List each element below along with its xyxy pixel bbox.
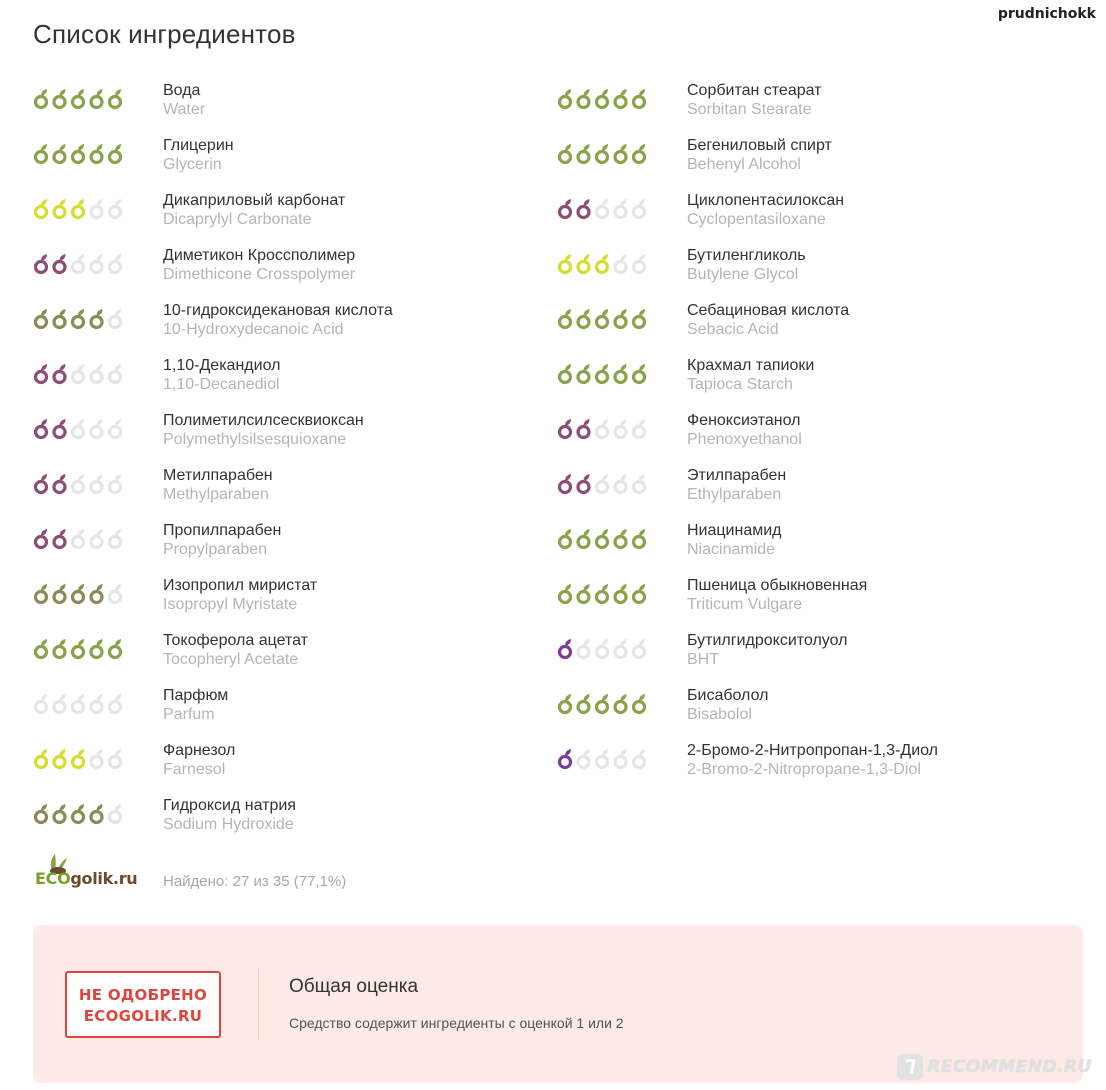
ingredient-name-en: Behenyl Alcohol [687, 156, 801, 173]
rating-drop-icon [597, 639, 609, 658]
ingredient-name-ru[interactable]: Изопропил миристат [163, 577, 318, 594]
rating-drop-icon [597, 89, 609, 108]
ingredient-name-en: Triticum Vulgare [687, 596, 803, 613]
rating-drop-icon [36, 364, 48, 383]
rating-drop-icon [36, 529, 48, 548]
rating-drop-icon [91, 89, 103, 108]
ingredient-name-en: Dicaprylyl Carbonate [163, 211, 312, 228]
ingredient-row[interactable] [33, 191, 503, 246]
rating-drop-icon [73, 144, 85, 163]
rating-drop-icon [560, 364, 572, 383]
ingredient-name-ru[interactable]: Себациновая кислота [687, 302, 850, 319]
rating-drop-icon [578, 694, 590, 713]
rating-drop-icon [634, 749, 646, 768]
rating-drop-icon [73, 474, 85, 493]
ingredient-name-en: Ethylparaben [687, 486, 782, 503]
found-summary-row [33, 852, 533, 892]
ingredient-row[interactable] [33, 686, 503, 741]
rating-drop-icon [36, 309, 48, 328]
ingredient-row[interactable] [557, 521, 1077, 576]
overall-rating-description: Средство содержит ингредиенты с оценкой 1 или 2 [289, 1015, 624, 1031]
rating-drop-icon [597, 254, 609, 273]
rating-drop-icon [597, 199, 609, 218]
ingredient-names [687, 576, 867, 614]
recommend-logo-icon [897, 1054, 923, 1080]
rating-drop-icon [54, 584, 66, 603]
username-watermark: prudnichokk [997, 6, 1096, 22]
rating-drop-icon [578, 529, 590, 548]
rating-drop-icon [615, 419, 627, 438]
ingredient-name-ru[interactable]: Пропилпарабен [163, 522, 282, 539]
rating-drop-icon [91, 309, 103, 328]
ingredient-name-en: Cyclopentasiloxane [687, 211, 826, 228]
rating-drop-icon [597, 144, 609, 163]
rating-drop-icon [54, 364, 66, 383]
ingredient-names [687, 686, 768, 724]
rating-drop-icon [560, 89, 572, 108]
rating-drop-icon [36, 584, 48, 603]
ingredient-name-ru[interactable]: Метилпарабен [163, 467, 273, 484]
ingredient-name-en: Parfum [163, 706, 215, 723]
ingredient-name-ru[interactable]: Циклопентасилоксан [687, 192, 845, 209]
rating-drop-icon [110, 89, 122, 108]
rating-drop-icon [54, 254, 66, 273]
rating-drop-icon [110, 804, 122, 823]
ingredient-row[interactable] [557, 631, 1077, 686]
rating-drop-icon [91, 364, 103, 383]
ingredient-names [163, 301, 393, 339]
overall-rating-title: Общая оценка [289, 976, 419, 997]
ingredient-row[interactable] [557, 136, 1077, 191]
ingredient-names [163, 356, 280, 394]
ingredient-names [163, 796, 296, 834]
ingredient-names [163, 631, 308, 669]
rating-drop-icon [560, 749, 572, 768]
rating-drop-icon [597, 309, 609, 328]
ingredient-names [687, 246, 806, 284]
ingredient-rating [33, 87, 125, 111]
ingredient-rating [557, 637, 649, 661]
ecogolik-logo[interactable] [33, 852, 145, 892]
rating-drop-icon [578, 749, 590, 768]
ingredient-name-ru[interactable]: 10-гидроксидекановая кислота [163, 302, 393, 319]
ingredient-name-en: Tocopheryl Acetate [163, 651, 299, 668]
rating-drop-icon [634, 639, 646, 658]
rating-drop-icon [634, 584, 646, 603]
ingredient-names [687, 301, 849, 339]
rating-drop-icon [54, 529, 66, 548]
ingredient-name-en: 1,10-Decanediol [163, 376, 280, 393]
ingredient-names [687, 191, 844, 229]
ingredient-name-ru[interactable]: Глицерин [163, 137, 234, 154]
rating-drop-icon [73, 804, 85, 823]
rating-drop-icon [36, 144, 48, 163]
ingredient-name-en: 2-Bromo-2-Nitropropane-1,3-Diol [687, 761, 921, 778]
ingredient-row[interactable] [33, 466, 503, 521]
ingredient-row[interactable] [33, 136, 503, 191]
ingredient-name-ru[interactable]: Феноксиэтанол [687, 412, 801, 429]
rating-drop-icon [54, 804, 66, 823]
rating-drop-icon [54, 144, 66, 163]
rating-drop-icon [597, 419, 609, 438]
ingredient-rating [33, 142, 125, 166]
ingredient-row[interactable] [557, 686, 1077, 741]
ingredient-row[interactable] [557, 81, 1077, 136]
rating-drop-icon [615, 309, 627, 328]
ingredient-names [687, 356, 814, 394]
rating-drop-icon [54, 639, 66, 658]
rating-drop-icon [578, 144, 590, 163]
ingredient-name-en: Isopropyl Myristate [163, 596, 298, 613]
ingredient-name-ru[interactable]: 2-Бромо-2-Нитропропан-1,3-Диол [687, 742, 939, 759]
rating-drop-icon [73, 419, 85, 438]
ingredient-name-en: Propylparaben [163, 541, 268, 558]
ingredient-name-ru[interactable]: Бутиленгликоль [687, 247, 806, 264]
ingredient-rating [557, 87, 649, 111]
ingredient-row[interactable] [33, 81, 503, 136]
ingredient-rating [33, 307, 125, 331]
rating-drop-icon [615, 89, 627, 108]
ingredient-names [163, 246, 355, 284]
rating-drop-icon [110, 144, 122, 163]
not-approved-stamp [65, 971, 221, 1038]
rating-drop-icon [560, 309, 572, 328]
ingredient-row[interactable] [33, 576, 503, 631]
ingredient-rating [557, 472, 649, 496]
ingredient-rating [33, 197, 125, 221]
recommend-watermark-text: RECOMMEND.RU [927, 1057, 1092, 1077]
rating-drop-icon [634, 89, 646, 108]
ingredient-names [687, 631, 848, 669]
ingredient-row[interactable] [33, 411, 503, 466]
rating-drop-icon [110, 639, 122, 658]
ingredients-column-left [33, 81, 503, 851]
ingredient-name-ru[interactable]: Бисаболол [687, 687, 769, 704]
rating-drop-icon [634, 199, 646, 218]
rating-drop-icon [634, 309, 646, 328]
rating-drop-icon [110, 309, 122, 328]
ingredient-row[interactable] [33, 301, 503, 356]
ingredient-name-en: Sorbitan Stearate [687, 101, 812, 118]
ingredient-rating [33, 472, 125, 496]
rating-drop-icon [578, 639, 590, 658]
rating-drop-icon [615, 144, 627, 163]
ingredient-rating [557, 747, 649, 771]
ingredient-names [163, 411, 364, 449]
found-count-text: Найдено: 27 из 35 (77,1%) [163, 873, 347, 890]
ingredient-rating [557, 582, 649, 606]
ingredient-names [163, 686, 228, 724]
rating-drop-icon [36, 694, 48, 713]
rating-drop-icon [91, 584, 103, 603]
rating-drop-icon [73, 639, 85, 658]
ingredient-row[interactable] [557, 191, 1077, 246]
rating-drop-icon [54, 749, 66, 768]
rating-drop-icon [36, 804, 48, 823]
rating-drop-icon [110, 694, 122, 713]
ingredient-name-en: Polymethylsilsesquioxane [163, 431, 347, 448]
rating-drop-icon [634, 529, 646, 548]
ingredient-name-ru[interactable]: Гидроксид натрия [163, 797, 296, 814]
rating-drop-icon [36, 749, 48, 768]
ingredient-names [687, 136, 832, 174]
ingredient-row[interactable] [557, 411, 1077, 466]
rating-drop-icon [91, 639, 103, 658]
rating-drop-icon [578, 89, 590, 108]
ingredient-rating [33, 417, 125, 441]
rating-drop-icon [560, 694, 572, 713]
rating-drop-icon [110, 529, 122, 548]
rating-drop-icon [634, 474, 646, 493]
ingredient-name-ru[interactable]: Дикаприловый карбонат [163, 192, 346, 209]
rating-drop-icon [615, 694, 627, 713]
rating-drop-icon [91, 144, 103, 163]
rating-drop-icon [634, 694, 646, 713]
ingredient-row[interactable] [33, 521, 503, 576]
rating-drop-icon [54, 309, 66, 328]
rating-drop-icon [578, 309, 590, 328]
rating-drop-icon [36, 199, 48, 218]
ingredient-rating [33, 747, 125, 771]
rating-drop-icon [36, 89, 48, 108]
rating-drop-icon [91, 419, 103, 438]
ingredient-row[interactable] [33, 741, 503, 796]
ingredient-name-en: BHT [687, 651, 719, 668]
rating-drop-icon [634, 254, 646, 273]
ingredient-rating [557, 692, 649, 716]
rating-drop-icon [615, 584, 627, 603]
rating-drop-icon [615, 254, 627, 273]
ingredient-name-ru[interactable]: Ниацинамид [687, 522, 782, 539]
ingredient-name-en: Bisabolol [687, 706, 752, 723]
ingredient-name-en: Glycerin [163, 156, 222, 173]
ingredient-name-en: 10-Hydroxydecanoic Acid [163, 321, 344, 338]
rating-drop-icon [560, 254, 572, 273]
rating-drop-icon [578, 199, 590, 218]
rating-drop-icon [110, 749, 122, 768]
rating-drop-icon [73, 584, 85, 603]
rating-drop-icon [110, 254, 122, 273]
rating-drop-icon [560, 144, 572, 163]
ingredient-rating [557, 362, 649, 386]
recommend-watermark [897, 1054, 1092, 1080]
ingredient-name-ru[interactable]: Вода [163, 82, 201, 99]
rating-drop-icon [597, 584, 609, 603]
ingredient-rating [33, 582, 125, 606]
rating-drop-icon [54, 419, 66, 438]
ingredient-rating [557, 527, 649, 551]
rating-drop-icon [91, 474, 103, 493]
rating-drop-icon [578, 419, 590, 438]
summary-divider [258, 967, 259, 1041]
ingredient-rating [557, 197, 649, 221]
rating-drop-icon [560, 584, 572, 603]
ingredient-names [687, 741, 938, 779]
rating-drop-icon [615, 364, 627, 383]
rating-drop-icon [597, 364, 609, 383]
ingredient-row[interactable] [557, 246, 1077, 301]
page-title: Список ингредиентов [33, 19, 296, 49]
ingredient-name-ru[interactable]: Этилпарабен [687, 467, 787, 484]
ingredient-name-en: Tapioca Starch [687, 376, 793, 393]
rating-drop-icon [73, 199, 85, 218]
rating-drop-icon [73, 309, 85, 328]
rating-drop-icon [36, 254, 48, 273]
rating-drop-icon [110, 364, 122, 383]
ingredient-names [163, 136, 234, 174]
ingredients-column-right [557, 81, 1077, 796]
ingredient-name-en: Sebacic Acid [687, 321, 779, 338]
rating-drop-icon [91, 749, 103, 768]
ingredient-name-en: Water [163, 101, 206, 118]
rating-drop-icon [73, 749, 85, 768]
ingredient-name-ru[interactable]: 1,10-Декандиол [163, 357, 281, 374]
rating-drop-icon [110, 199, 122, 218]
ingredient-name-ru[interactable]: Бутилгидрокситолуол [687, 632, 848, 649]
ingredient-row[interactable] [33, 356, 503, 411]
ingredient-names [163, 741, 235, 779]
stamp-line-1: НЕ ОДОБРЕНО [78, 986, 208, 1004]
rating-drop-icon [91, 804, 103, 823]
rating-drop-icon [597, 474, 609, 493]
ingredient-name-ru[interactable]: Диметикон Кроссполимер [163, 247, 356, 264]
rating-drop-icon [36, 419, 48, 438]
ingredient-names [163, 576, 317, 614]
ingredient-names [687, 466, 786, 504]
ingredient-name-en: Dimethicone Crosspolymer [163, 266, 356, 283]
rating-drop-icon [73, 89, 85, 108]
ingredient-rating [557, 252, 649, 276]
ingredient-names [163, 521, 281, 559]
rating-drop-icon [597, 749, 609, 768]
ingredient-rating [557, 417, 649, 441]
ingredient-names [163, 466, 273, 504]
rating-drop-icon [91, 199, 103, 218]
rating-drop-icon [634, 364, 646, 383]
ingredient-row[interactable] [33, 631, 503, 686]
rating-drop-icon [560, 419, 572, 438]
rating-drop-icon [110, 419, 122, 438]
ingredient-name-en: Farnesol [163, 761, 226, 778]
rating-drop-icon [560, 639, 572, 658]
rating-drop-icon [560, 199, 572, 218]
ingredient-names [163, 191, 345, 229]
logo-text: ECOgolik.ru [35, 869, 138, 888]
ingredient-row[interactable] [557, 741, 1077, 796]
ingredient-rating [33, 802, 125, 826]
ingredient-name-en: Niacinamide [687, 541, 776, 558]
ingredient-name-ru[interactable]: Пшеница обыкновенная [687, 577, 868, 594]
rating-drop-icon [91, 694, 103, 713]
ingredient-name-en: Butylene Glycol [687, 266, 799, 283]
rating-drop-icon [91, 529, 103, 548]
rating-drop-icon [615, 639, 627, 658]
ingredient-rating [557, 142, 649, 166]
rating-drop-icon [615, 474, 627, 493]
ingredient-row[interactable] [557, 301, 1077, 356]
rating-drop-icon [54, 694, 66, 713]
rating-drop-icon [54, 89, 66, 108]
ingredient-name-ru[interactable]: Парфюм [163, 687, 229, 704]
ingredient-row[interactable] [557, 576, 1077, 631]
ingredient-name-ru[interactable]: Бегениловый спирт [687, 137, 832, 154]
ingredient-rating [33, 527, 125, 551]
rating-drop-icon [634, 144, 646, 163]
ingredient-row[interactable] [33, 796, 503, 851]
ingredient-rating [557, 307, 649, 331]
rating-drop-icon [73, 364, 85, 383]
ingredient-name-ru[interactable]: Фарнезол [163, 742, 236, 759]
ingredient-name-en: Phenoxyethanol [687, 431, 802, 448]
ingredient-row[interactable] [33, 246, 503, 301]
rating-drop-icon [110, 584, 122, 603]
rating-drop-icon [578, 474, 590, 493]
ingredient-row[interactable] [557, 356, 1077, 411]
rating-drop-icon [54, 474, 66, 493]
ingredient-names [687, 411, 802, 449]
ingredient-rating [33, 637, 125, 661]
rating-drop-icon [73, 694, 85, 713]
rating-drop-icon [110, 474, 122, 493]
rating-drop-icon [73, 254, 85, 273]
ingredient-row[interactable] [557, 466, 1077, 521]
rating-drop-icon [73, 529, 85, 548]
rating-drop-icon [634, 419, 646, 438]
rating-drop-icon [578, 364, 590, 383]
ingredient-name-ru[interactable]: Крахмал тапиоки [687, 357, 815, 374]
rating-drop-icon [36, 639, 48, 658]
ingredient-name-ru[interactable]: Полиметилсилсесквиоксан [163, 412, 364, 429]
ingredient-names [687, 521, 782, 559]
ingredient-rating [33, 692, 125, 716]
rating-drop-icon [54, 199, 66, 218]
ingredient-names [163, 81, 205, 119]
rating-drop-icon [560, 474, 572, 493]
ingredient-name-ru[interactable]: Токоферола ацетат [163, 632, 308, 649]
rating-drop-icon [36, 474, 48, 493]
ingredient-rating [33, 362, 125, 386]
ingredient-name-en: Sodium Hydroxide [163, 816, 294, 833]
rating-drop-icon [560, 529, 572, 548]
ingredient-name-ru[interactable]: Сорбитан стеарат [687, 82, 822, 99]
ingredient-rating [33, 252, 125, 276]
rating-drop-icon [597, 694, 609, 713]
stamp-line-2: ECOGOLIK.RU [83, 1007, 203, 1025]
rating-drop-icon [597, 529, 609, 548]
rating-drop-icon [615, 749, 627, 768]
rating-drop-icon [578, 584, 590, 603]
rating-drop-icon [615, 199, 627, 218]
rating-drop-icon [578, 254, 590, 273]
rating-drop-icon [91, 254, 103, 273]
ingredient-names [687, 81, 822, 119]
ingredient-name-en: Methylparaben [163, 486, 269, 503]
rating-drop-icon [615, 529, 627, 548]
